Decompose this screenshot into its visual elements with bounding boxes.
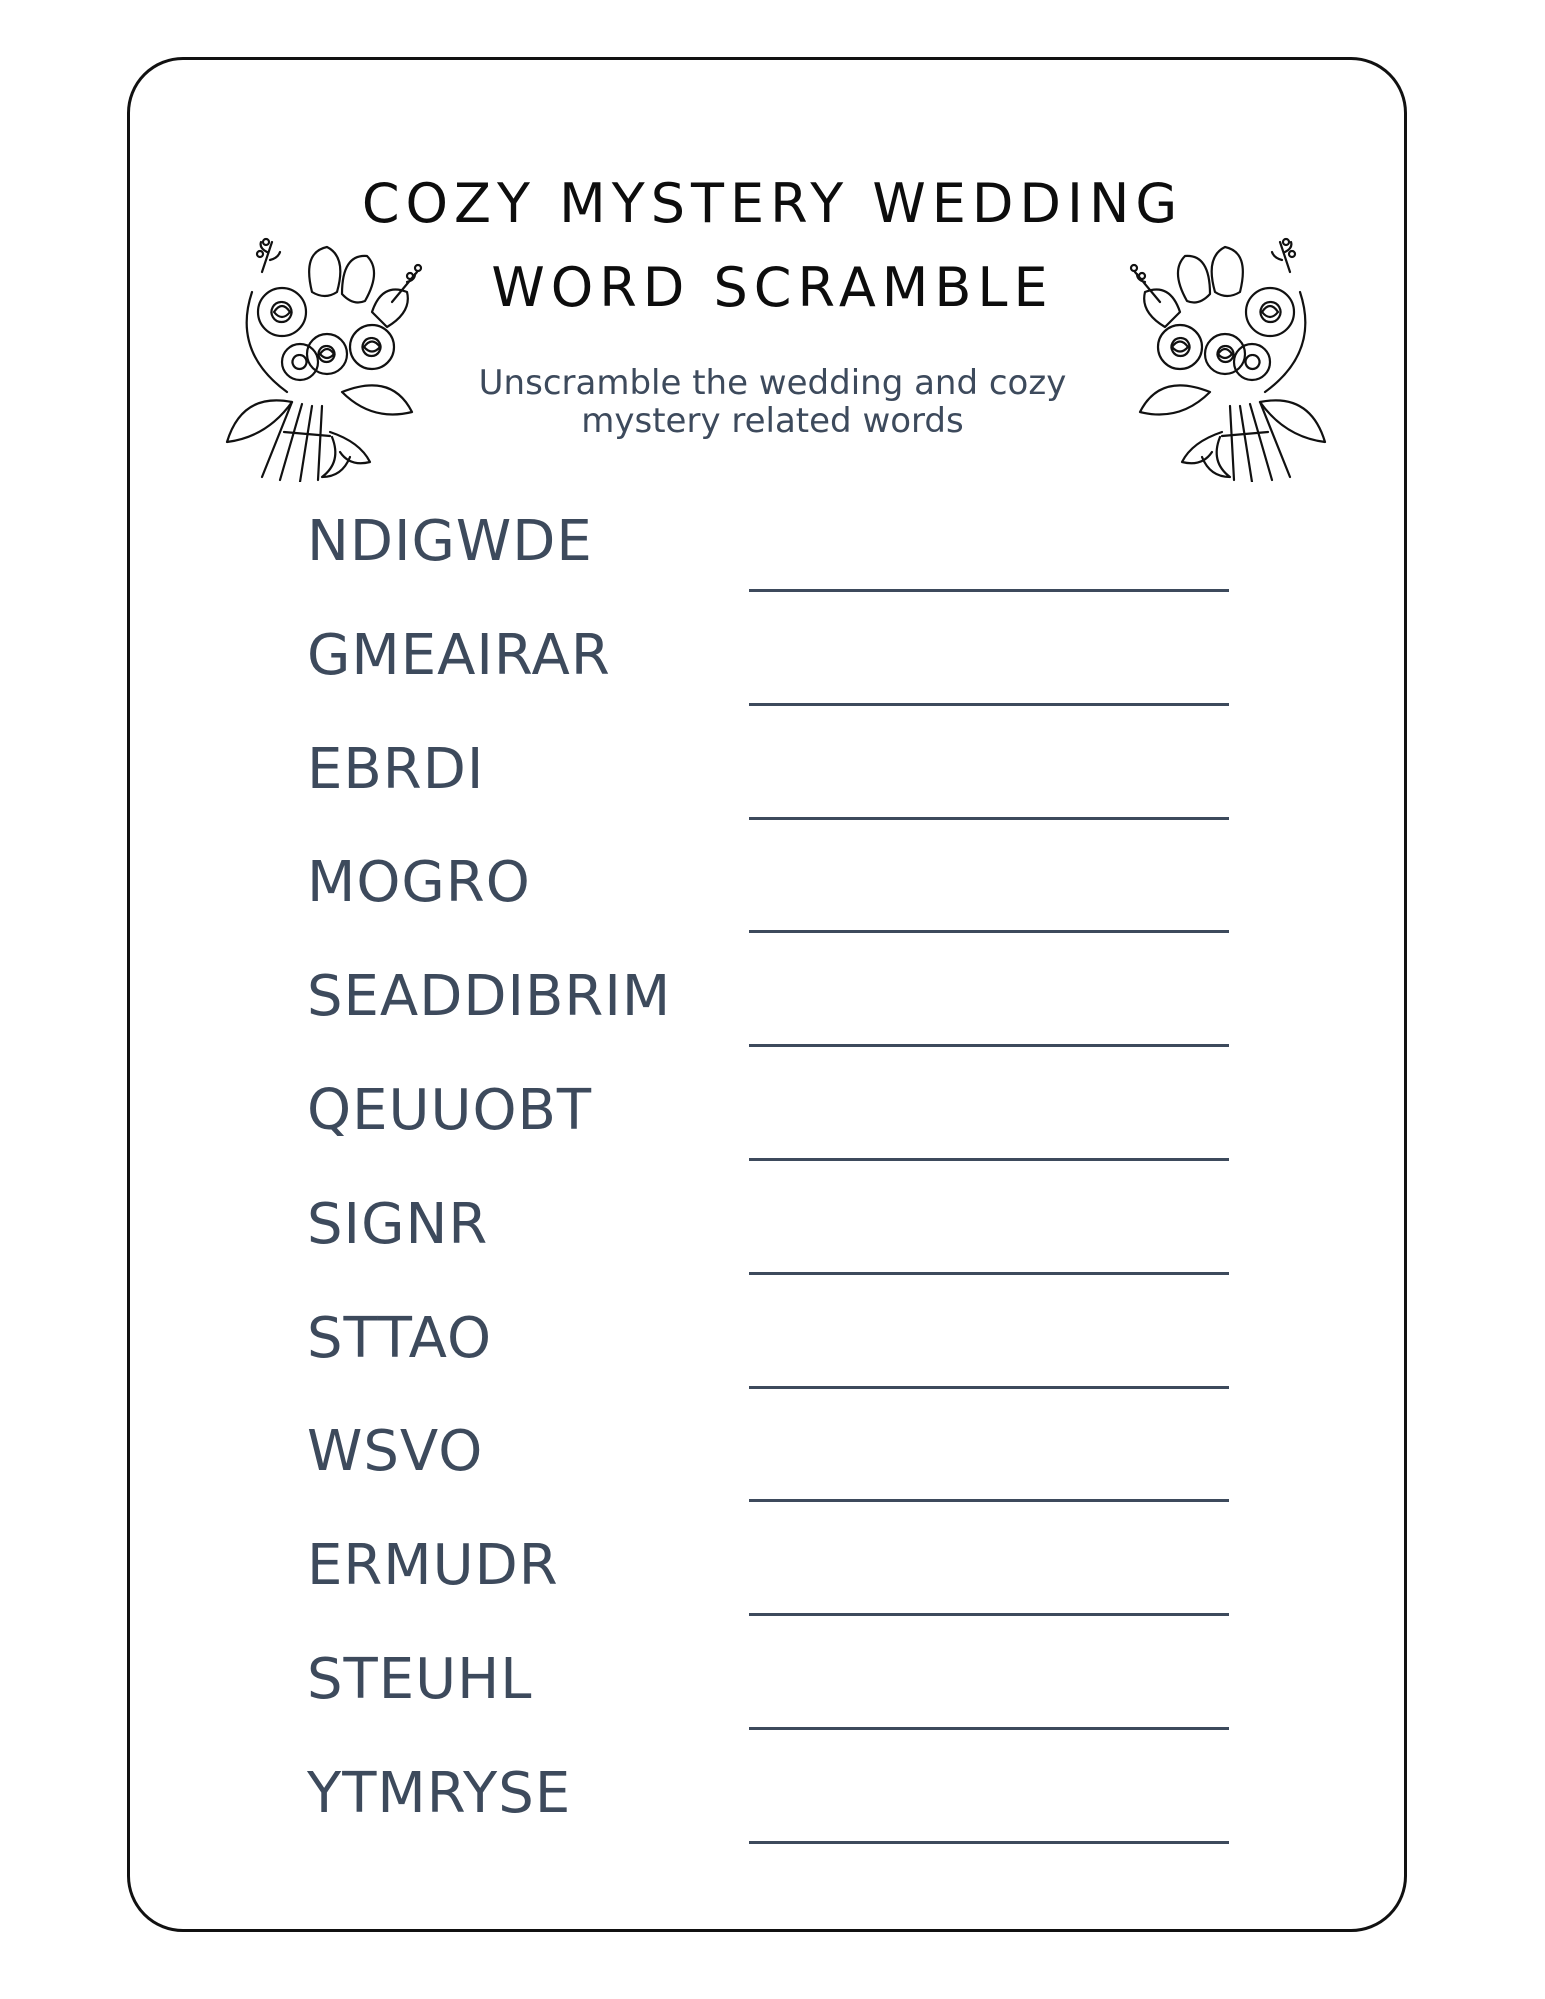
scramble-row — [307, 964, 1237, 1047]
scrambled-word: STTAO — [307, 1306, 493, 1371]
bouquet-right-icon — [1120, 232, 1330, 482]
scrambled-word: ERMUDR — [307, 1533, 559, 1598]
scramble-row — [307, 850, 1237, 933]
answer-line[interactable] — [749, 1499, 1229, 1502]
scramble-row — [307, 1647, 1237, 1730]
answer-line[interactable] — [749, 930, 1229, 933]
scramble-row — [307, 1078, 1237, 1161]
scramble-row — [307, 623, 1237, 706]
scrambled-word: SIGNR — [307, 1192, 489, 1257]
scrambled-word: NDIGWDE — [307, 509, 593, 574]
answer-line[interactable] — [749, 703, 1229, 706]
scramble-row — [307, 737, 1237, 820]
scramble-row — [307, 1419, 1237, 1502]
scrambled-word: MOGRO — [307, 850, 531, 915]
answer-line[interactable] — [749, 1841, 1229, 1844]
answer-line[interactable] — [749, 1044, 1229, 1047]
answer-line[interactable] — [749, 1272, 1229, 1275]
answer-line[interactable] — [749, 589, 1229, 592]
answer-line[interactable] — [749, 1386, 1229, 1389]
scramble-row — [307, 1533, 1237, 1616]
scrambled-word: GMEAIRAR — [307, 623, 611, 688]
title-line-2: WORD SCRAMBLE — [491, 256, 1054, 319]
scrambled-word: YTMRYSE — [307, 1761, 572, 1826]
scramble-row — [307, 1192, 1237, 1275]
title-line-1: COZY MYSTERY WEDDING — [361, 172, 1184, 235]
answer-line[interactable] — [749, 1613, 1229, 1616]
answer-line[interactable] — [749, 817, 1229, 820]
scrambled-word: WSVO — [307, 1419, 484, 1484]
instructions-text: Unscramble the wedding and cozy mystery related words — [478, 363, 1067, 441]
scramble-row — [307, 1306, 1237, 1389]
bouquet-left-icon — [222, 232, 432, 482]
answer-line[interactable] — [749, 1727, 1229, 1730]
scramble-row — [307, 1761, 1237, 1844]
scrambled-word: EBRDI — [307, 737, 485, 802]
scrambled-word: STEUHL — [307, 1647, 533, 1712]
scramble-row — [307, 509, 1237, 592]
scrambled-word: SEADDIBRIM — [307, 964, 672, 1029]
scrambled-word: QEUUOBT — [307, 1078, 593, 1143]
answer-line[interactable] — [749, 1158, 1229, 1161]
